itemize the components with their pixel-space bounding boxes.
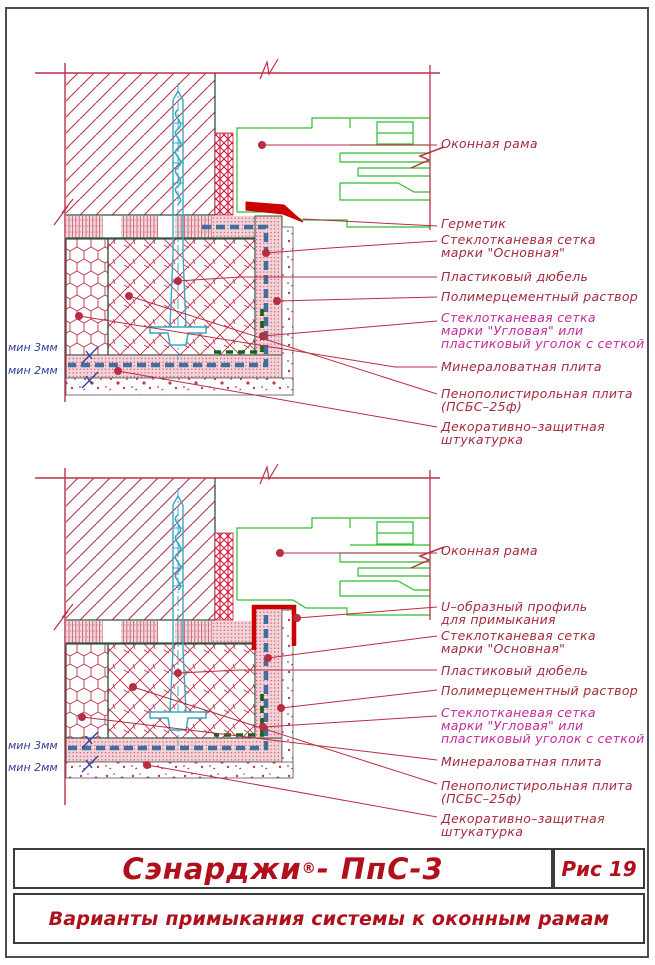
label-polystyrene: Пенополистирольная плита (ПСБС–25ф) [441,778,633,806]
label-mortar: Полимерцементный раствор [441,289,639,304]
registered-mark: ® [301,860,317,877]
label-mineral-wool: Минераловатная плита [441,754,602,769]
frame-junction-strip [215,533,233,620]
label-mortar: Полимерцементный раствор [441,683,639,698]
title-block-system [13,848,553,889]
sheet-caption: Варианты примыкания системы к оконным рамам [48,907,610,930]
figure-number: Рис 19 [561,856,637,881]
label-polystyrene: Пенополистирольная плита (ПСБС–25ф) [441,386,633,414]
frame-cut-line [411,65,444,230]
label-base-mesh: Стеклотканевая сетка марки "Основная" [441,232,596,260]
brand-name: Сэнарджи [122,851,302,886]
label-corner-mesh: Стеклотканевая сетка марки "Угловая" или пластиковый уголок с сеткой [441,705,645,746]
label-dowel: Пластиковый дюбель [441,663,589,678]
mineral-wool-board [66,644,108,738]
adhesive-layer [66,621,282,643]
system-code: - ПпС-3 [316,851,444,886]
dim-plaster-min: мин 2мм [8,364,58,377]
label-mineral-wool: Минераловатная плита [441,359,602,374]
caption-block [13,893,645,944]
label-sealant: Герметик [441,216,507,231]
label-plaster: Декоративно–защитная штукатурка [441,811,605,839]
label-window-frame: Оконная рама [441,543,538,558]
mineral-wool-board [66,239,108,355]
dim-plaster-min: мин 2мм [8,761,58,774]
label-corner-mesh: Стеклотканевая сетка марки "Угловая" или пластиковый уголок с сеткой [441,310,645,351]
label-dowel: Пластиковый дюбель [441,269,589,284]
dim-mortar-min: мин 3мм [8,739,58,752]
label-base-mesh: Стеклотканевая сетка марки "Основная" [441,628,596,656]
label-u-profile: U–образный профиль для примыкания [441,599,588,627]
window-frame [237,518,430,615]
dim-mortar-min: мин 3мм [8,341,58,354]
label-window-frame: Оконная рама [441,136,538,151]
label-plaster: Декоративно–защитная штукатурка [441,419,605,447]
figure-number-cell [553,848,645,889]
frame-junction-strip [215,133,233,215]
